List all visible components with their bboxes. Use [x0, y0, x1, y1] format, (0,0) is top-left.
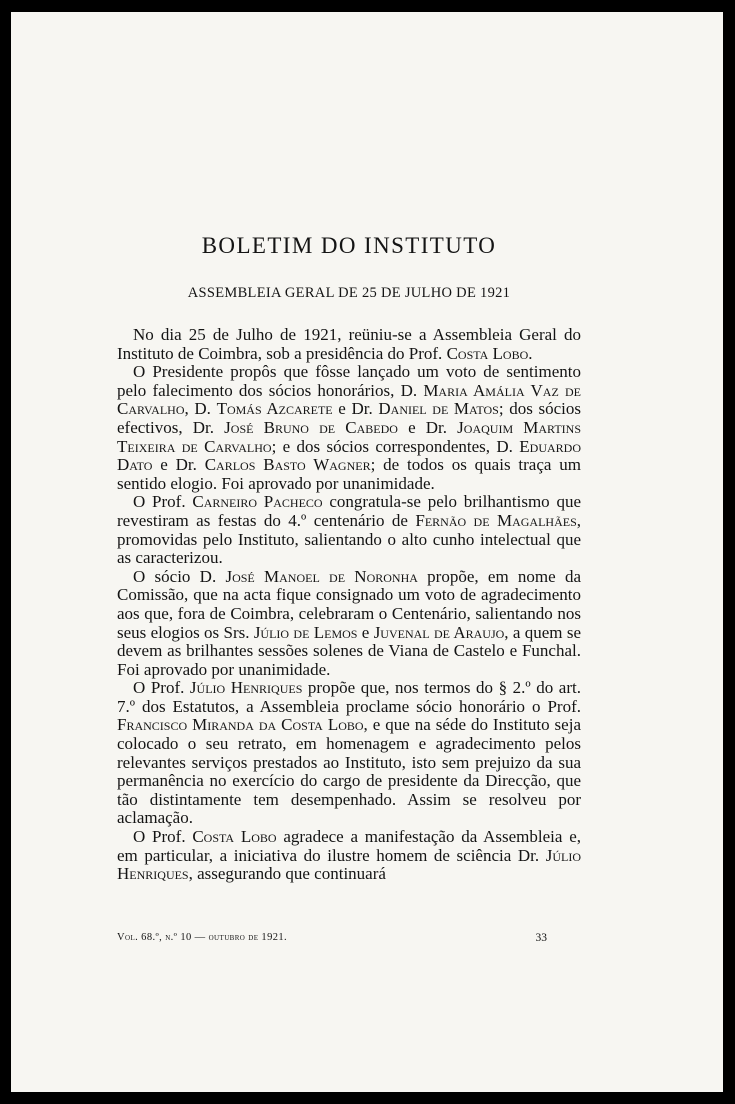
body-text [117, 326, 581, 884]
text-run: ; de todos os quais traça um sentido elogio. Foi aprovado por unanimidade. [117, 455, 581, 493]
text-run: O Prof. [133, 678, 190, 698]
section-subtitle: ASSEMBLEIA GERAL DE 25 DE JULHO DE 1921 [187, 285, 511, 301]
paragraph-3 [117, 493, 581, 567]
name-smallcaps: Júlio Henriques [189, 678, 303, 698]
text-run: . [528, 343, 533, 363]
name-smallcaps: Carneiro Pacheco [192, 492, 323, 512]
paragraph-6 [117, 828, 581, 884]
name-smallcaps: Eduardo Dato [117, 436, 581, 475]
text-run: e [357, 622, 374, 642]
text-run: O Prof. [133, 827, 193, 847]
paragraph-4 [117, 568, 581, 680]
name-smallcaps: Fernão de Magalhães [415, 510, 577, 530]
text-run: e Dr. [397, 417, 458, 437]
text-run: , a quem se devem as brilhantes sessões solenes de Viana de Castelo e Funchal. Foi aprovado por unanimidade. [117, 622, 582, 679]
text-run: , promovidas pelo Instituto, salientando o alto cunho intelectual que as caracterizou. [117, 510, 581, 568]
page-footer [117, 932, 547, 943]
name-smallcaps: José Manoel de Noronha [225, 566, 418, 586]
paragraph-5 [117, 679, 581, 828]
text-run: , e que na séde do Instituto seja colocado o seu retrato, em homenagem e agradecimento pelos relevantes serviços prestados ao Instituto, isto sem prejuizo da sua permanência no exercício do cargo de presidente da Direcção, que tão distintamente tem desempenhado. Assim se resolveu por aclamação. [117, 715, 581, 828]
text-run: No dia 25 de Julho de 1921, reüniu-se a Assembleia Geral do Instituto de Coimbra, sob a presidência do Prof. [117, 325, 581, 363]
name-smallcaps: Daniel de Matos [378, 399, 499, 419]
name-smallcaps: José Bruno de Cabedo [224, 417, 398, 437]
name-smallcaps: Carlos Basto Wagner [204, 455, 371, 475]
text-run: e Dr. [152, 455, 205, 475]
document-page [11, 12, 723, 1092]
text-run: agradece a manifestação da Assembleia e, em particular, a iniciativa do ilustre homem de sciência Dr. [117, 827, 582, 865]
text-run: O sócio D. [133, 566, 226, 586]
page-content [117, 232, 581, 884]
name-smallcaps: Juvenal de Araujo [373, 622, 505, 642]
name-smallcaps: Tomás Azcarete [216, 399, 333, 419]
name-smallcaps: Maria Amália Vaz de Carvalho [117, 380, 581, 419]
name-smallcaps: Júlio de Lemos [253, 622, 358, 642]
page-number: 33 [535, 932, 547, 944]
name-smallcaps: Costa Lobo [192, 827, 277, 847]
text-run: ; dos sócios efectivos, Dr. [117, 399, 581, 437]
name-smallcaps: Costa Lobo [446, 343, 529, 363]
page-title: BOLETIM DO INSTITUTO [201, 233, 497, 258]
volume-info: Vol. 68.º, n.º 10 — outubro de 1921. [117, 932, 288, 943]
text-run: , assegurando que continuará [188, 864, 386, 884]
name-smallcaps: Francisco Miranda da Costa Lobo [117, 715, 364, 735]
text-run: O Prof. [133, 492, 193, 512]
name-smallcaps: Júlio Henriques [117, 845, 581, 884]
paragraph-2 [117, 363, 581, 493]
text-run: congratula-se pelo brilhantismo que revestiram as festas do 4.º centenário de [117, 492, 581, 530]
text-run: ; e dos sócios correspondentes, D. [271, 436, 520, 456]
text-run: , D. [184, 399, 217, 419]
text-run: propõe, em nome da Comissão, que na acta fique consignado um voto de agradecimento aos que, fora de Coimbra, celebraram o Centenário, salientando nos seus elogios os Srs. [117, 566, 581, 642]
text-run: O Presidente propôs que fôsse lançado um voto de sentimento pelo falecimento dos sócios honorários, D. [117, 362, 581, 400]
text-run: e Dr. [332, 399, 379, 419]
name-smallcaps: Joaquim Martins Teixeira de Carvalho [117, 417, 581, 456]
text-run: propõe que, nos termos do § 2.º do art. 7.º dos Estatutos, a Assembleia proclame sócio honorário o Prof. [117, 678, 581, 716]
paragraph-1 [117, 326, 581, 363]
